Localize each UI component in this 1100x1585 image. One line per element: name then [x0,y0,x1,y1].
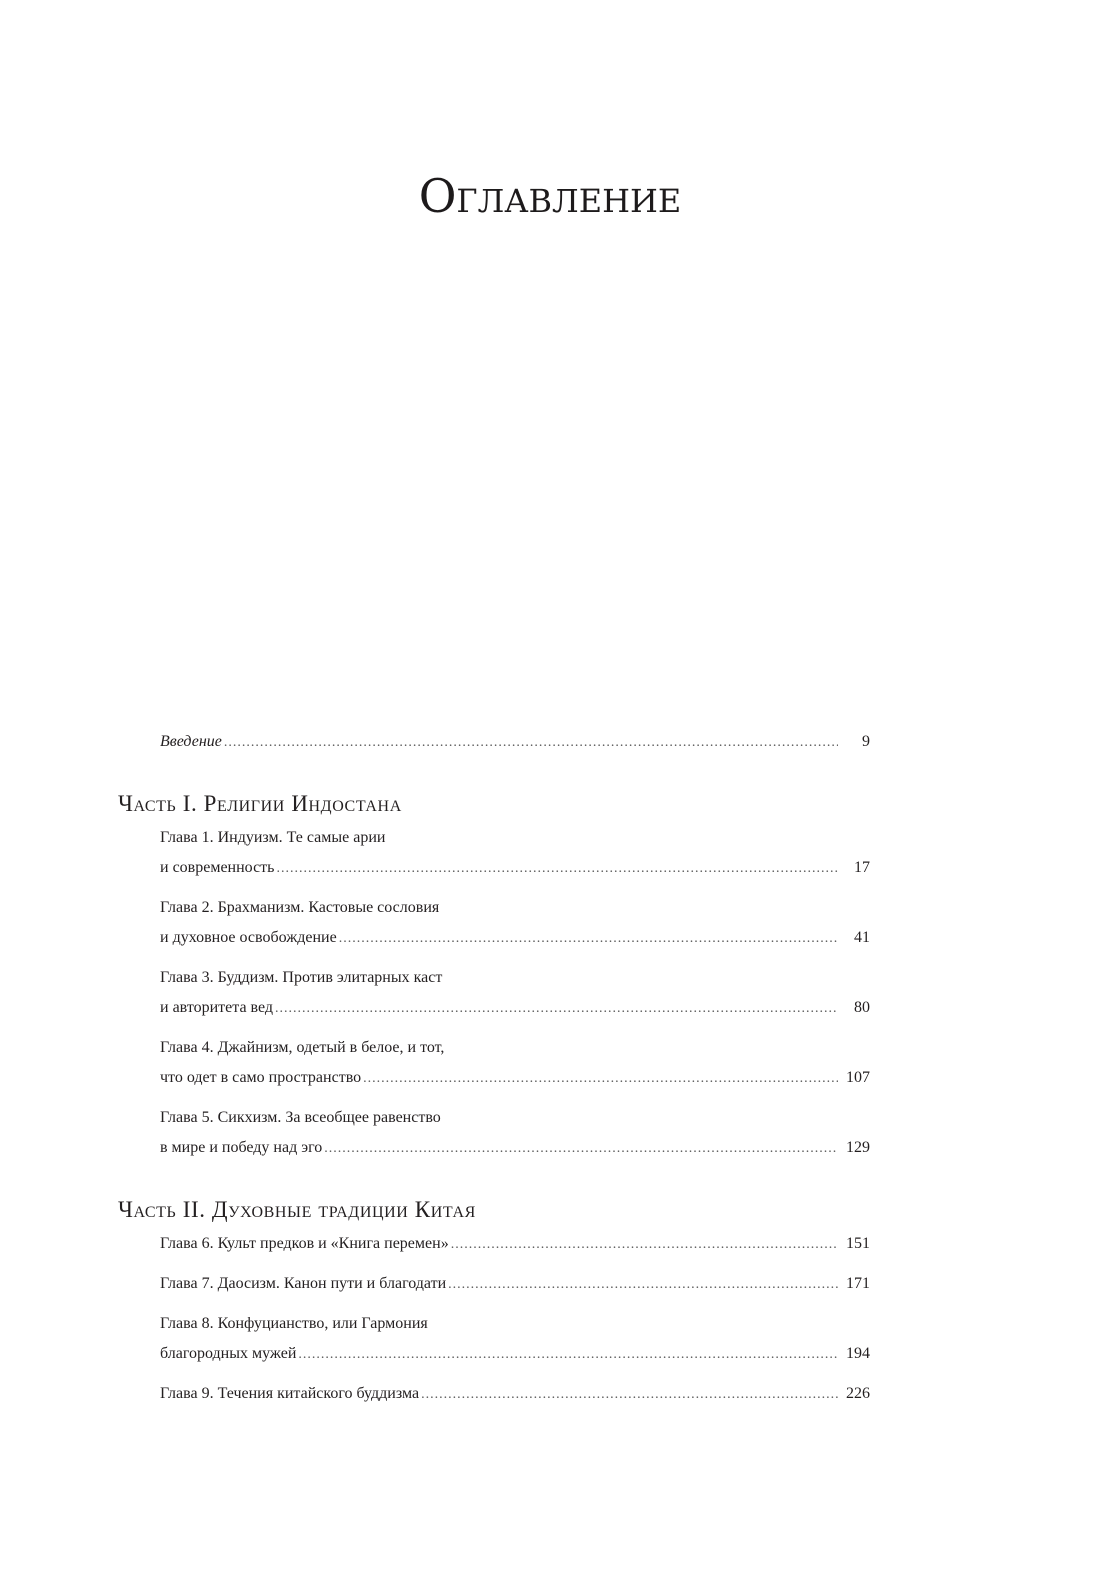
page-title: Оглавление [418,169,682,223]
toc-entry-chapter-8[interactable] [118,1309,870,1369]
toc-page-number: 226 [846,1385,870,1402]
toc-entry-title-line: и духовное освобождение [160,929,337,946]
toc-entry-title-line: и авторитета вед [160,999,274,1016]
dot-leader [363,1064,838,1094]
toc-page-number: 9 [862,733,870,750]
dot-leader [421,1380,838,1410]
toc-entry-title-line: Глава 4. Джайнизм, одетый в белое, и тот, [160,1039,445,1056]
toc-entry-chapter-2[interactable] [118,893,870,953]
toc-entry-chapter-7[interactable] [118,1269,870,1299]
toc-entry-title: Введение [160,733,222,750]
toc-entry-chapter-1[interactable] [118,823,870,883]
toc-entry-title-line: в мире и победу над эго [160,1139,323,1156]
toc-page-number: 41 [854,929,870,946]
toc-entry-title-line: Глава 7. Даосизм. Канон пути и благодати [160,1275,447,1292]
toc-page-number: 171 [846,1275,870,1292]
toc-entry-chapter-9[interactable] [118,1379,870,1409]
toc-entry-title-line: Глава 3. Буддизм. Против элитарных каст [160,969,443,986]
toc-entry-title-line: Глава 9. Течения китайского буддизма [160,1385,420,1402]
toc-entry-title-line: что одет в само пространство [160,1069,362,1086]
table-of-contents [118,727,870,1409]
dot-leader [339,924,838,954]
toc-entry-chapter-4[interactable] [118,1033,870,1093]
toc-entry-title-line: и современность [160,859,275,876]
toc-page-number: 17 [854,859,870,876]
toc-entry-title-line: Глава 8. Конфуцианство, или Гармония [160,1315,428,1332]
toc-entry-chapter-3[interactable] [118,963,870,1023]
toc-part-heading: Часть I. Религии Индостана [118,791,402,816]
dot-leader [298,1340,838,1370]
toc-entry-title-line: Глава 5. Сикхизм. За всеобщее равенство [160,1109,441,1126]
toc-entry-title-line: Глава 1. Индуизм. Те самые арии [160,829,386,846]
dot-leader [448,1270,838,1300]
toc-entry-title-line: благородных мужей [160,1345,297,1362]
toc-entry-chapter-6[interactable] [118,1229,870,1259]
toc-part-heading: Часть II. Духовные традиции Китая [118,1197,476,1222]
toc-page-number: 107 [846,1069,870,1086]
dot-leader [276,854,838,884]
dot-leader [324,1134,838,1164]
toc-entry-title-line: Глава 6. Культ предков и «Книга перемен» [160,1235,449,1252]
toc-page-number: 194 [846,1345,870,1362]
toc-entry-chapter-5[interactable] [118,1103,870,1163]
dot-leader [224,728,838,758]
toc-entry-title-line: Глава 2. Брахманизм. Кастовые сословия [160,899,440,916]
dot-leader [275,994,838,1024]
toc-page-number: 129 [846,1139,870,1156]
toc-page-number: 80 [854,999,870,1016]
toc-page-number: 151 [846,1235,870,1252]
dot-leader [451,1230,838,1260]
toc-entry-intro[interactable] [118,727,870,757]
